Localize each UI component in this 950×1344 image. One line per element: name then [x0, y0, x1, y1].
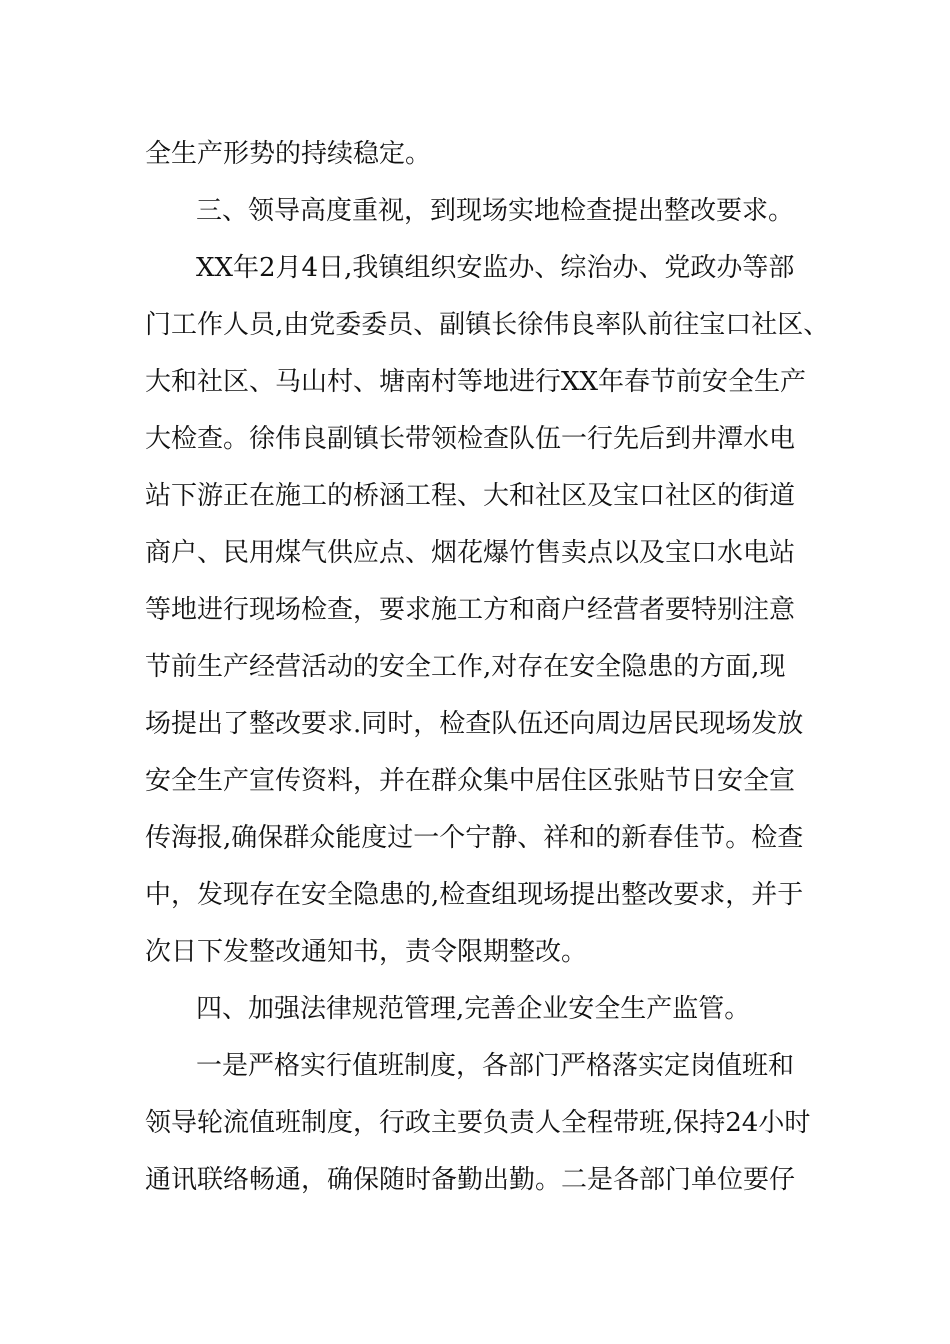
paragraph-line: 大和社区、马山村、塘南村等地进行XX年春节前安全生产 — [145, 367, 807, 397]
paragraph-line: 安全生产宣传资料，并在群众集中居住区张贴节日安全宣 — [145, 766, 796, 796]
paragraph-line: 一是严格实行值班制度，各部门严格落实定岗值班和 — [196, 1051, 795, 1081]
section-heading-three: 三、领导高度重视，到现场实地检查提出整改要求。 — [196, 196, 795, 226]
paragraph-line: 中，发现存在安全隐患的,检查组现场提出整改要求，并于 — [145, 880, 804, 910]
paragraph-line: 传海报,确保群众能度过一个宁静、祥和的新春佳节。检查 — [145, 823, 804, 853]
paragraph-line: 商户、民用煤气供应点、烟花爆竹售卖点以及宝口水电站 — [145, 538, 796, 568]
paragraph-line: 门工作人员,由党委委员、副镇长徐伟良率队前往宝口社区、 — [145, 310, 830, 340]
paragraph-line: 通讯联络畅通，确保随时备勤出勤。二是各部门单位要仔 — [145, 1165, 796, 1195]
paragraph-line: 等地进行现场检查，要求施工方和商户经营者要特别注意 — [145, 595, 796, 625]
paragraph-line: 全生产形势的持续稳定。 — [145, 139, 432, 169]
section-heading-four: 四、加强法律规范管理,完善企业安全生产监管。 — [196, 994, 751, 1024]
paragraph-line: 站下游正在施工的桥涵工程、大和社区及宝口社区的街道 — [145, 481, 796, 511]
paragraph-line: 大检查。徐伟良副镇长带领检查队伍一行先后到井潭水电 — [145, 424, 796, 454]
paragraph-line: 领导轮流值班制度，行政主要负责人全程带班,保持24小时 — [145, 1108, 811, 1138]
paragraph-line: XX年2月4日,我镇组织安监办、综治办、党政办等部 — [196, 253, 795, 283]
paragraph-line: 场提出了整改要求.同时，检查队伍还向周边居民现场发放 — [145, 709, 804, 739]
paragraph-line: 次日下发整改通知书，责令限期整改。 — [145, 937, 588, 967]
paragraph-line: 节前生产经营活动的安全工作,对存在安全隐患的方面,现 — [145, 652, 786, 682]
